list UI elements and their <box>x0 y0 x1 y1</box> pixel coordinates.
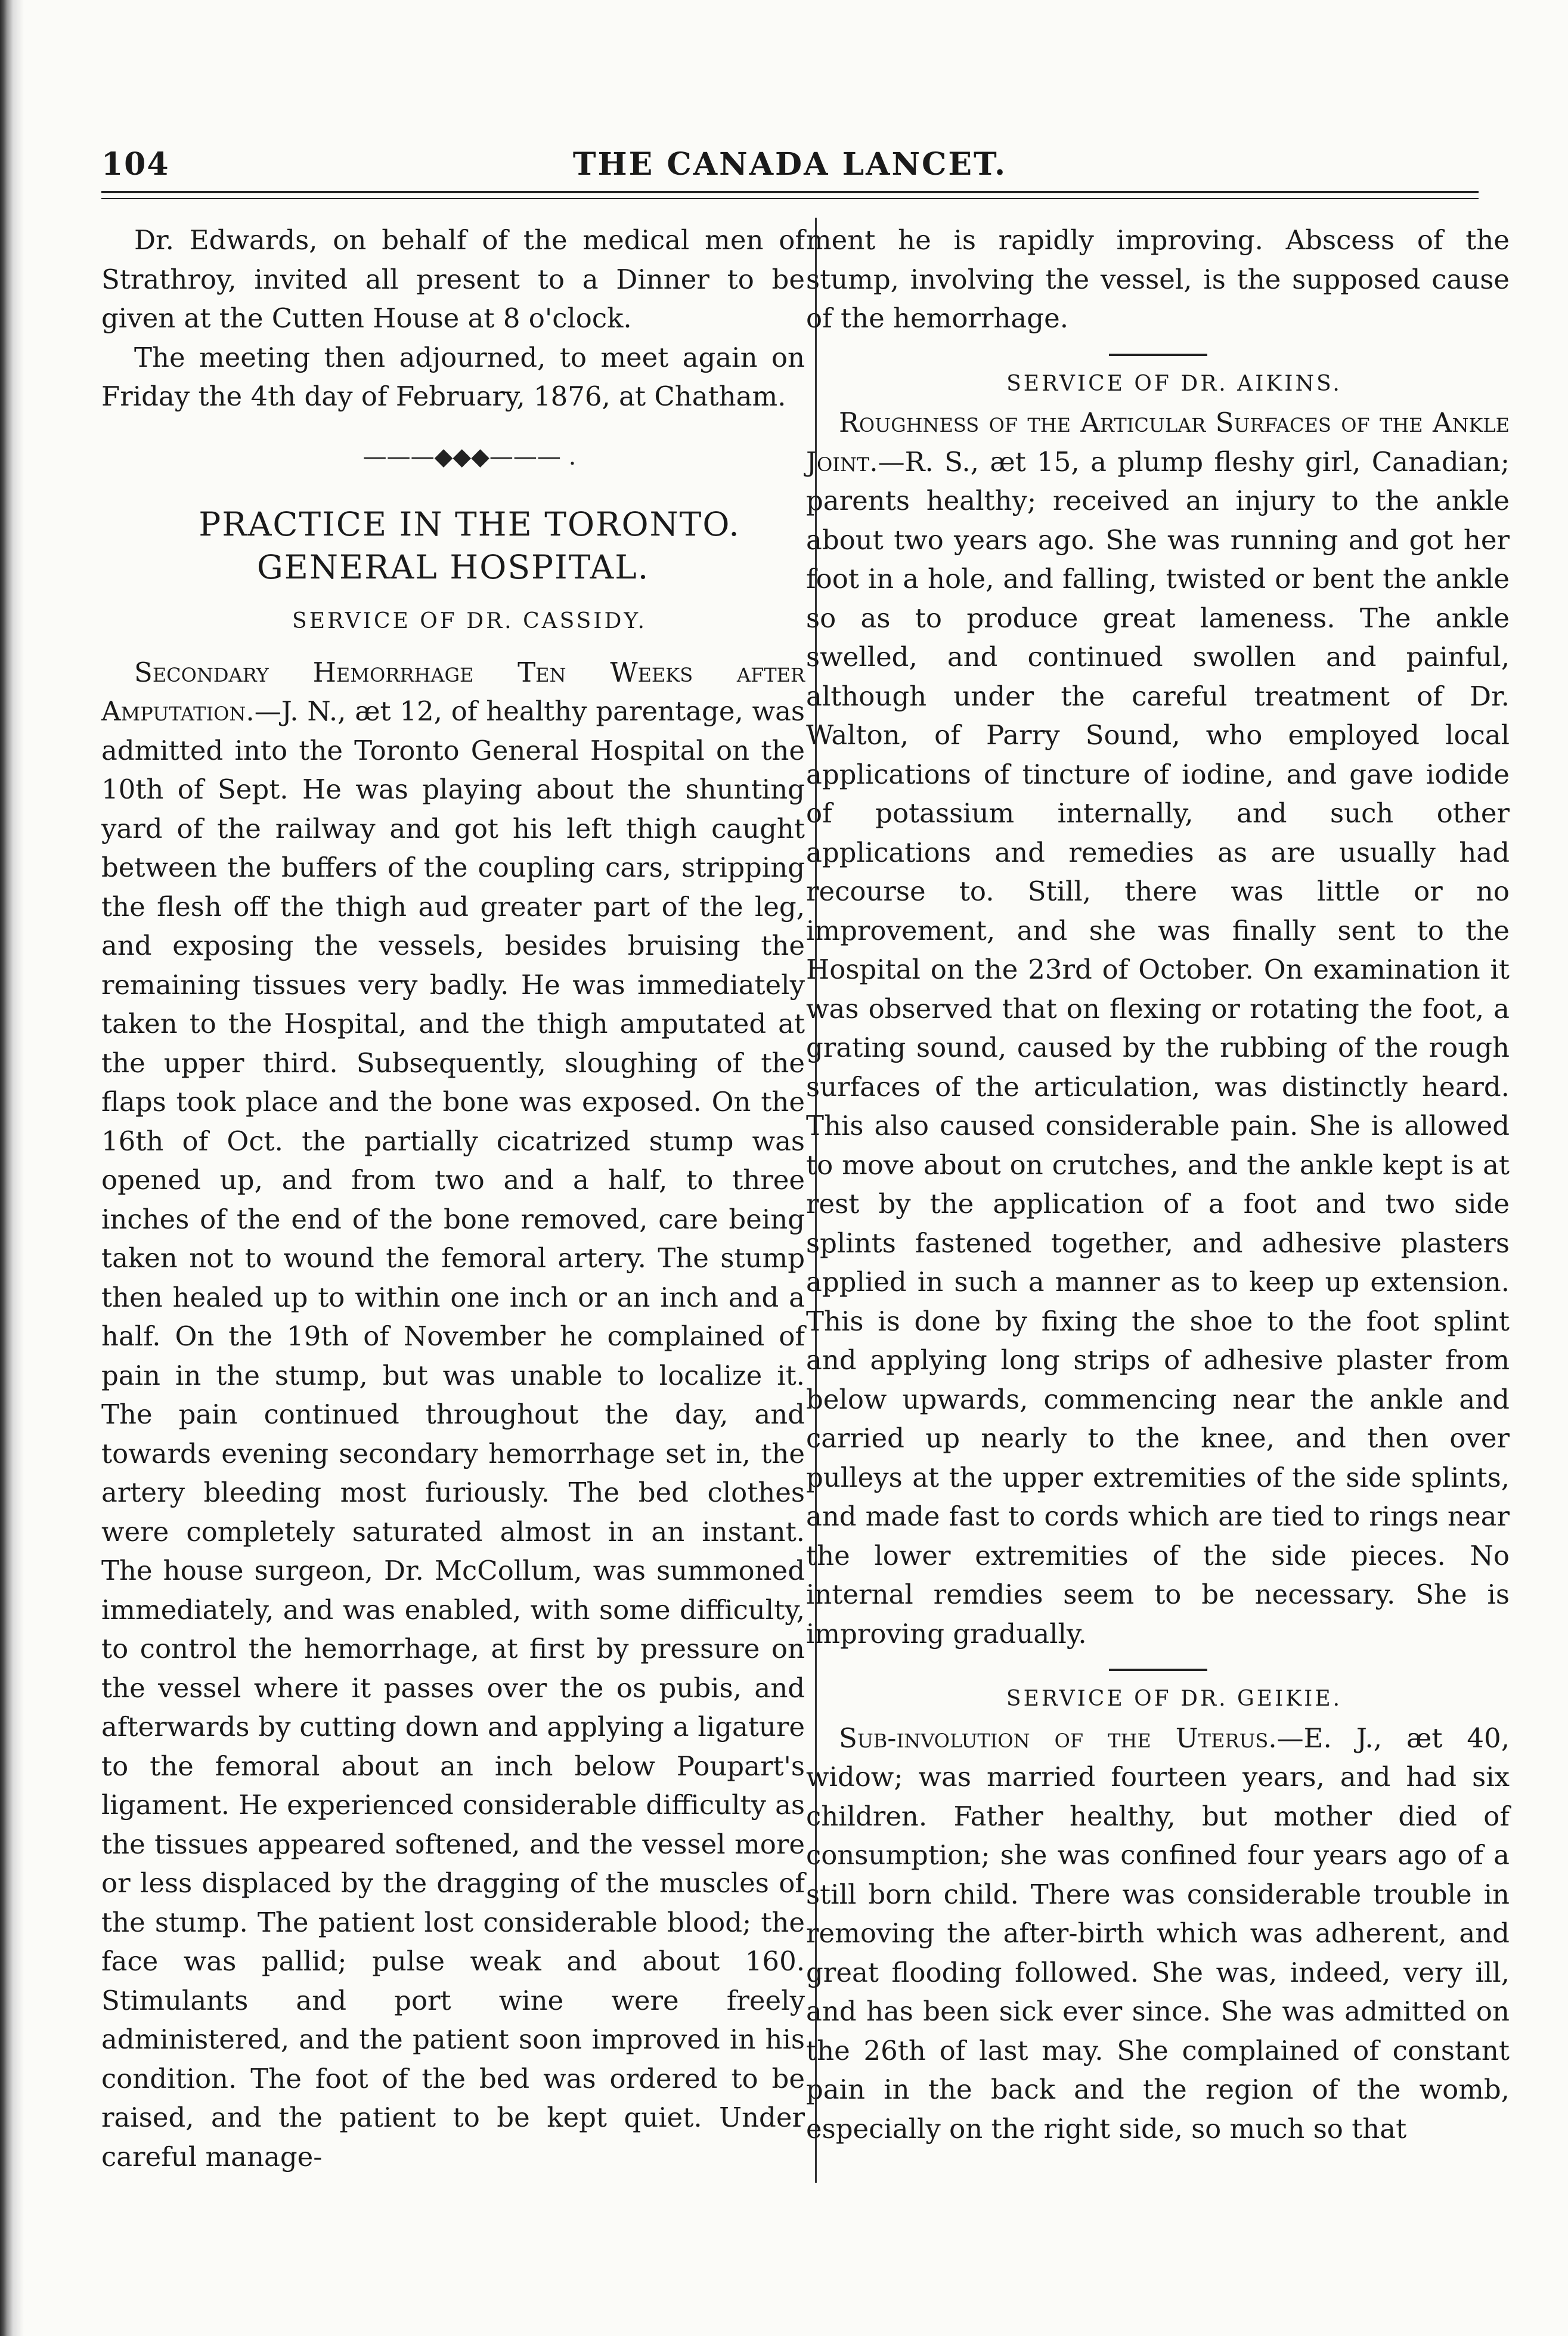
case-secondary-hemorrhage <box>101 653 805 2177</box>
case3-text: —E. J., æt 40, widow; was married fourteen years, and had six children. Father healthy, but mother died of consumption; she was confined four years ago of a still born child. There was considerable trouble in removing the after-birth which was adherent, and great flooding followed. She was, indeed, very ill, and has been sick ever since. She was admitted on the 26th of last may. She complained of constant pain in the back and the region of the womb, especially on the right side, so much so that <box>806 1722 1510 2145</box>
page-header <box>101 146 1479 194</box>
section-ornament: ———◆◆◆——— . <box>362 443 577 471</box>
page-number: 104 <box>101 146 170 182</box>
meeting-adjourned-paragraph: The meeting then adjourned, to meet again on Friday the 4th day of February, 1876, at Chatham. <box>101 341 805 412</box>
right-column <box>806 221 1510 2148</box>
case3-title: Sub-involution of the Uterus. <box>839 1722 1277 1754</box>
service-heading-geikie: SERVICE OF DR. GEIKIE. <box>1006 1687 1343 1711</box>
strathroy-dinner-paragraph: Dr. Edwards, on behalf of the medical men of Strathroy, invited all present to a Dinner to be given at the Cutten House at 8 o'clock. <box>101 224 805 334</box>
service-heading-aikins: SERVICE OF DR. AIKINS. <box>1006 371 1342 396</box>
case-title: Secondary Hemorrhage Ten Weeks after Amputation. <box>101 656 805 727</box>
left-column <box>101 221 805 2176</box>
case-text: —J. N., æt 12, of healthy parentage, was admitted into the Toronto General Hospital on the 10th of Sept. He was playing about the shunting yard of the railway and got his left thigh caught between the buffers of the coupling cars, stripping the flesh off the thigh aud greater part of the leg, and exposing the vessels, besides bruising the remaining tissues very badly. He was immediately taken to the Hospital, and the thigh amputated at the upper third. Subsequently, sloughing of the flaps took place and the bone was exposed. On the 16th of Oct. the partially cicatrized stump was opened up, and from two and a half, to three inches of the end of the bone removed, care being taken not to wound the femoral artery. The stump then healed up to within one inch or an inch and a half. On the 19th of November he complained of pain in the stump, but was unable to localize it. The pain continued throughout the day, and towards evening secondary hemorrhage set in, the artery bleeding most furiously. The bed clothes were completely saturated almost in an instant. The house surgeon, Dr. McCollum, was summoned immediately, and was enabled, with some difficulty, to control the hemorrhage, at first by pressure on the vessel where it passes over the os pubis, and afterwards by cutting down and applying a ligature to the femoral about an inch below Poupart's ligament. He experienced considerable difficulty as the tissues appeared softened, and the vessel more or less displaced by the dragging of the muscles of the stump. The patient lost considerable blood; the face was pallid; pulse weak and about 160. Stimulants and port wine were freely administered, and the patient soon improved in his condition. The foot of the bed was ordered to be raised, and the patient to be kept quiet. Under careful manage- <box>101 695 805 2173</box>
case2-text: —R. S., æt 15, a plump fleshy girl, Canadian; parents healthy; received an injury to the ankle about two years ago. She was running and got her foot in a hole, and falling, twisted or bent the ankle so as to produce great lameness. The ankle swelled, and continued swollen and painful, although under the careful treatment of Dr. Walton, of Parry Sound, who employed local applications of tincture of iodine, and gave iodide of potassium internally, and such other applications and remedies as are usually had recourse to. Still, there was little or no improvement, and she was finally sent to the Hospital on the 23rd of October. On examination it was observed that on flexing or rotating the foot, a grating sound, caused by the rubbing of the rough surfaces of the articulation, was distinctly heard. This also caused considerable pain. She is allowed to move about on crutches, and the ankle kept is at rest by the application of a foot and two side splints fastened together, and adhesive plasters applied in such a manner as to keep up extension. This is done by fixing the shoe to the foot splint and applying long strips of adhesive plaster from below upwards, commencing near the ankle and carried up nearly to the knee, and then over pulleys at the upper extremities of the side splints, and made fast to cords which are tied to rings near the lower extremities of the side pieces. No internal remdies seem to be necessary. She is improving gradually. <box>806 445 1510 1650</box>
case-sub-involution <box>806 1719 1510 2149</box>
case-ankle-joint <box>806 403 1510 1653</box>
header-rule-thin <box>101 198 1479 199</box>
case2-title: Roughness of the Articular Surfaces of the Ankle Joint. <box>806 407 1510 478</box>
section-headline: PRACTICE IN THE TORONTO. GENERAL HOSPITAL. <box>199 505 740 586</box>
continuation-paragraph: ment he is rapidly improving. Abscess of the stump, involving the vessel, is the supposed cause of the hemorrhage. <box>806 224 1510 334</box>
service-heading-cassidy: SERVICE OF DR. CASSIDY. <box>292 609 647 633</box>
running-title: THE CANADA LANCET. <box>572 146 1008 182</box>
header-rule <box>101 191 1479 193</box>
binding-edge <box>0 0 24 2336</box>
